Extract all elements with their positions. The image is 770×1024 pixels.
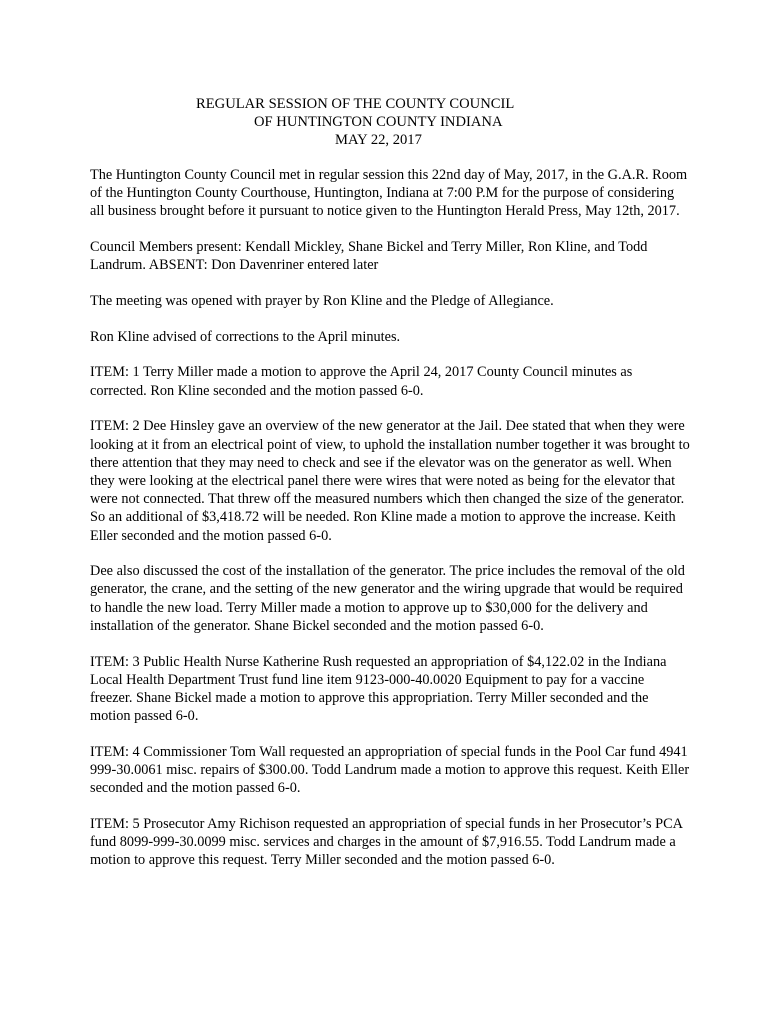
- document-body: [90, 166, 690, 887]
- members-paragraph: Council Members present: Kendall Mickley, Shane Bickel and Terry Miller, Ron Kline, and Todd Landrum. ABSENT: Don Davenriner entered later: [90, 239, 648, 274]
- header-county-line: OF HUNTINGTON COUNTY INDIANA: [254, 114, 503, 130]
- item-5-paragraph: ITEM: 5 Prosecutor Amy Richison requested an appropriation of special funds in her Prosecutor’s PCA fund 8099-999-30.0099 misc. services and charges in the amount of $7,916.55. Todd Landrum made a motion to approve this request. Terry Miller seconded and the motion passed 6-0.: [90, 815, 683, 869]
- header-title-line: REGULAR SESSION OF THE COUNTY COUNCIL: [196, 96, 515, 112]
- generator-cost-paragraph: Dee also discussed the cost of the installation of the generator. The price includes the removal of the old generator, the crane, and the setting of the new generator and the wiring upgrade that would be required to handle the new load. Terry Miller made a motion to approve up to $30,000 for the delivery and installation of the generator. Shane Bickel seconded and the motion passed 6-0.: [90, 563, 685, 634]
- item-1-paragraph: ITEM: 1 Terry Miller made a motion to approve the April 24, 2017 County Council minutes as corrected. Ron Kline seconded and the motion passed 6-0.: [90, 364, 633, 399]
- item-4-paragraph: ITEM: 4 Commissioner Tom Wall requested an appropriation of special funds in the Pool Car fund 4941 999-30.0061 misc. repairs of $300.00. Todd Landrum made a motion to approve this request. Keith Eller seconded and the motion passed 6-0.: [90, 743, 690, 797]
- intro-paragraph: The Huntington County Council met in regular session this 22nd day of May, 2017, in the G.A.R. Room of the Huntington County Courthouse, Huntington, Indiana at 7:00 P.M for the purpose of considering all business brought before it pursuant to notice given to the Huntington Herald Press, May 12th, 2017.: [90, 167, 688, 220]
- item-2-paragraph: ITEM: 2 Dee Hinsley gave an overview of the new generator at the Jail. Dee stated that when they were looking at it from an electrical point of view, to uphold the installation number together it was brought to there attention that they may need to check and see if the elevator was on the generator as well. When they were looking at the electrical panel there were wires that were noted as being for the elevator that were not connected. That threw off the measured numbers which then changed the size of the generator. So an additional of $3,418.72 will be needed. Ron Kline made a motion to approve the increase. Keith Eller seconded and the motion passed 6-0.: [90, 418, 690, 544]
- corrections-paragraph: Ron Kline advised of corrections to the April minutes.: [90, 328, 401, 345]
- header-date-line: MAY 22, 2017: [335, 132, 422, 148]
- item-3-paragraph: ITEM: 3 Public Health Nurse Katherine Rush requested an appropriation of $4,122.02 in the Indiana Local Health Department Trust fund line item 9123-000-40.0020 Equipment to pay for a vaccine freezer. Shane Bickel made a motion to approve this appropriation. Terry Miller seconded and the motion passed 6-0.: [90, 653, 667, 725]
- prayer-paragraph: The meeting was opened with prayer by Ron Kline and the Pledge of Allegiance.: [90, 293, 554, 310]
